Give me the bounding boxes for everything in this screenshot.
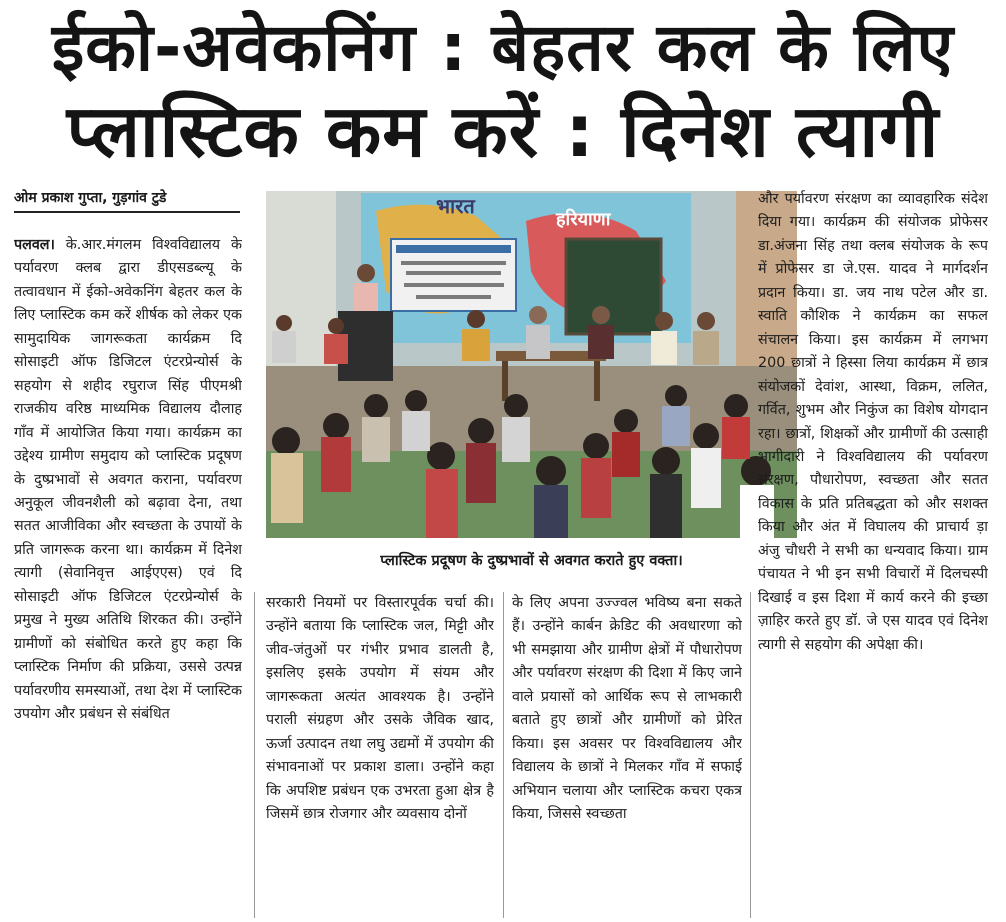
column-divider [750,592,751,918]
headline-line-2: प्लास्टिक कम करें : दिनेश त्यागी [66,89,940,173]
byline: ओम प्रकाश गुप्ता, गुड़गांव टुडे [14,188,240,213]
mural-text-bharat: भारत [436,194,475,218]
article-column-2: सरकारी नियमों पर विस्तारपूर्वक चर्चा की। उन्होंने बताया कि प्लास्टिक जल, मिट्टी और जीव-जंतुओं पर गंभीर प्रभाव डालती है, इसलिए इसके उपयोग में संयम और जागरूकता अत्यंत आवश्यक है। उन्होंने पराली संग्रहण और उसके जैविक खाद, ऊर्जा उत्पादन तथा लघु उद्यमों में उपयोग की संभावनाओं पर प्रकाश डाला। उन्होंने कहा कि अपशिष्ट प्रबंधन एक उभरता हुआ क्षेत्र है जिसमें छात्र रोजगार और व्यवसाय दोनों [266,595,494,823]
column-1-text: के.आर.मंगलम विश्वविद्यालय के पर्यावरण क्लब द्वारा डीएसडब्ल्यू के तत्वावधान में ईको-अवेकनिंग बेहतर कल के लिए प्लास्टिक कम करें शीर्षक को लेकर एक सामुदायिक जागरूकता कार्यक्रम दि सोसाइटी ऑफ डिजिटल एंटरप्रेन्योर्स के सहयोग से शहीद रघुराज सिंह पीएमश्री राजकीय वरिष्ठ माध्यमिक विद्यालय दौलाह गाँव में आयोजित किया गया। कार्यक्रम का उद्देश्य ग्रामीण समुदाय को प्लास्टिक प्रदूषण के दुष्प्रभावों से अवगत कराना, पर्यावरण अनुकूल जीवनशैली को बढ़ावा देना, तथा सतत आजीविका और स्वच्छता के उपायों के प्रति जागरूक करना था। कार्यक्रम में दिनेश त्यागी (सेवानिवृत्त आईएएस) एवं दि सोसाइटी ऑफ डिजिटल एंटरप्रेन्योर्स के प्रमुख ने मुख्य अतिथि शिरकत की। उन्होंने ग्रामीणों को संबोधित करते हुए कहा कि प्लास्टिक निर्माण की प्रक्रिया, उससे उत्पन्न पर्यावरणीय समस्याओं, तथा देश में प्लास्टिक उपयोग और प्रबंधन से संबंधित [14,237,242,723]
column-divider [503,592,504,918]
mural-text-haryana: हरियाणा [556,209,611,230]
article-column-3: के लिए अपना उज्ज्वल भविष्य बना सकते हैं। उन्होंने कार्बन क्रेडिट की अवधारणा को भी समझाया और ग्रामीण क्षेत्रों में पौधारोपण और पर्यावरण संरक्षण की दिशा में किए जाने वाले प्रयासों को आर्थिक रूप से लाभकारी बताते हुए छात्रों और ग्रामीणों को प्रेरित किया। इस अवसर पर विश्वविद्यालय और विद्यालय के छात्रों ने मिलकर गाँव में सफाई अभियान चलाया और प्लास्टिक कचरा एकत्र किया, जिससे स्वच्छता [512,595,742,823]
event-photo-illustration [266,191,797,538]
headline-line-1: ईको-अवेकनिंग : बेहतर कल के लिए [51,9,955,86]
event-photo [266,191,797,538]
dateline: पलवल। [14,237,55,253]
column-divider [254,592,255,918]
article-column-1 [14,234,242,918]
article-column-4: और पर्यावरण संरक्षण का व्यावहारिक संदेश दिया गया। कार्यक्रम की संयोजक प्रोफेसर डा.अंजना सिंह तथा क्लब संयोजक के रूप में प्रोफेसर डा जे.एस. यादव ने मार्गदर्शन प्रदान किया। डा. जय नाथ पटेल और डा. स्वाति कौशिक ने कार्यक्रम का सफल संचालन किया। इस कार्यक्रम में लगभग 200 छात्रों ने हिस्सा लिया कार्यक्रम में छात्र संयोजकों देवांश, आस्था, विक्रम, ललित, गर्वित, शुभम और निकुंज का विशेष योगदान रहा। छात्रों, शिक्षकों और ग्रामीणों की उत्साही भागीदारी ने विश्वविद्यालय की पर्यावरण संरक्षण, पौधारोपण, स्वच्छता और सतत विकास के प्रति प्रतिबद्धता को और सशक्त किया और अंत में विघालय की प्राचार्य ड़ा अंजु चौधरी ने सभी का धन्यवाद किया। ग्राम पंचायत ने भी इन सभी विचारों में दिलचस्पी दिखाई व इस दिशा में कार्य करने की इच्छा ज़ाहिर करते हुए डॉ. जे एस यादव एवं दिनेश त्यागी से सहयोग की अपेक्षा की। [758,191,988,653]
photo-caption: प्लास्टिक प्रदूषण के दुष्प्रभावों से अवगत कराते हुए वक्ता। [380,553,683,569]
